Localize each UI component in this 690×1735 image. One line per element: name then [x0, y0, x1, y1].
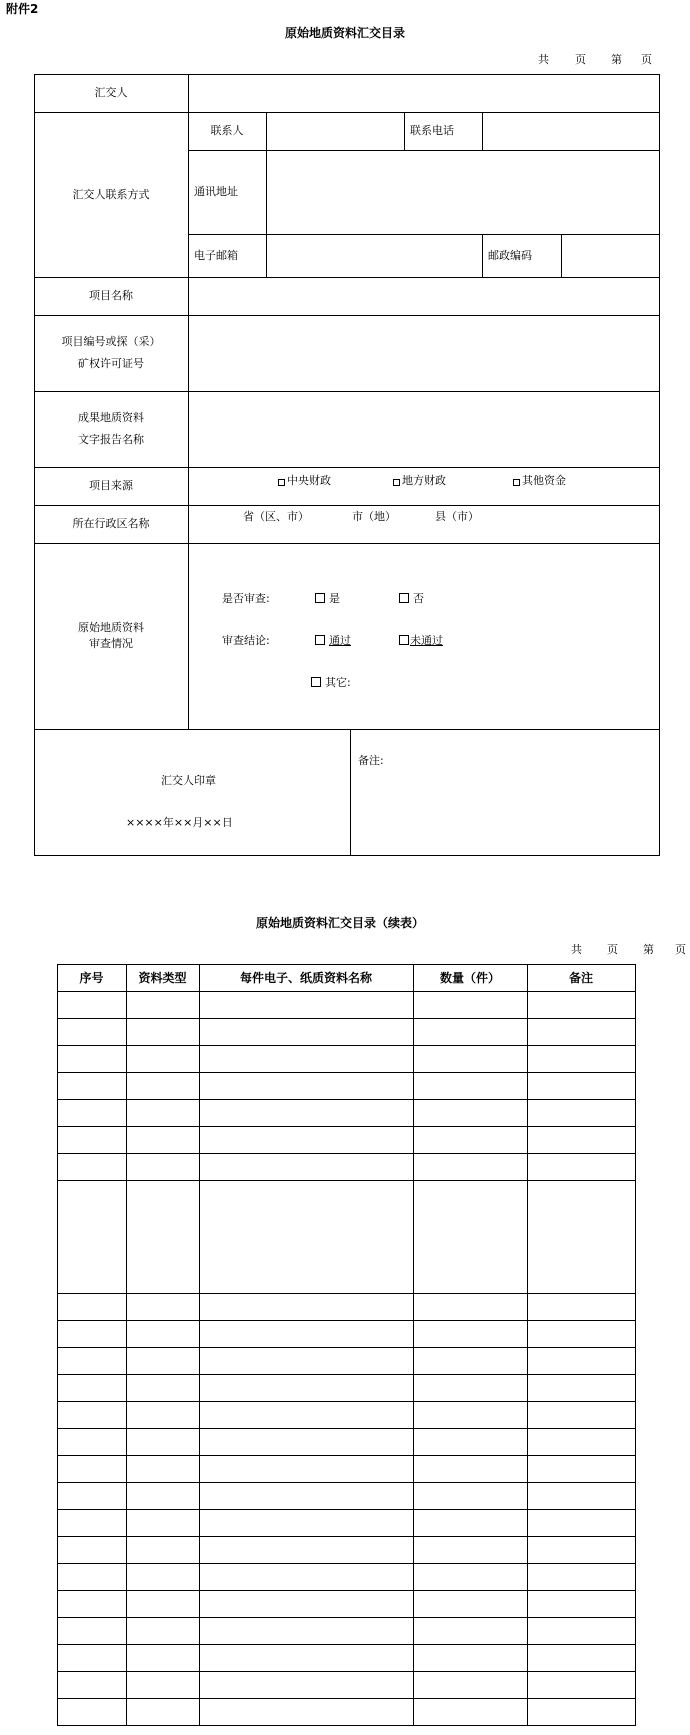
cell-quantity[interactable]	[415, 993, 527, 1018]
grid-line	[57, 1320, 636, 1321]
cell-remarks[interactable]	[529, 1155, 635, 1180]
source-option-other[interactable]: 其他资金	[513, 472, 566, 488]
email-field[interactable]	[267, 235, 482, 277]
cell-type[interactable]	[128, 1295, 199, 1320]
grid-line	[57, 1428, 636, 1429]
contact-person-label: 联系人	[210, 124, 244, 137]
cell-serial[interactable]	[59, 1673, 126, 1698]
column-header-type: 资料类型	[138, 970, 187, 985]
cell-name[interactable]	[201, 1182, 413, 1293]
cell-type[interactable]	[128, 1376, 199, 1401]
cell-type[interactable]	[128, 1538, 199, 1563]
cell-remarks[interactable]	[529, 1673, 635, 1698]
cell-name[interactable]	[201, 1074, 413, 1099]
review-status-label	[34, 543, 188, 729]
cell-serial[interactable]	[59, 1182, 126, 1293]
cell-name[interactable]	[201, 1430, 413, 1455]
grid-line	[57, 1180, 636, 1181]
form2-page-current-label: 第	[643, 943, 654, 956]
grid-line	[57, 1374, 636, 1375]
form2-page-unit-label: 页	[607, 943, 618, 956]
checkbox-icon	[315, 593, 325, 603]
cell-remarks[interactable]	[529, 993, 635, 1018]
grid-line	[635, 964, 636, 1725]
cell-name[interactable]	[201, 1646, 413, 1671]
cell-serial[interactable]	[59, 1619, 126, 1644]
report-name-field[interactable]	[189, 392, 659, 467]
cell-type[interactable]	[128, 1047, 199, 1072]
report-name-label-line2: 文字报告名称	[78, 433, 144, 446]
cell-type[interactable]	[128, 1403, 199, 1428]
cell-type[interactable]	[128, 1349, 199, 1374]
cell-name[interactable]	[201, 1700, 413, 1725]
cell-type[interactable]	[128, 1322, 199, 1347]
cell-quantity[interactable]	[415, 1128, 527, 1153]
cell-remarks[interactable]	[529, 1511, 635, 1536]
grid-line	[57, 1509, 636, 1510]
cell-type[interactable]	[128, 1182, 199, 1293]
cell-type[interactable]	[128, 1457, 199, 1482]
region-county[interactable]: 县（市）	[435, 510, 479, 523]
cell-quantity[interactable]	[415, 1101, 527, 1126]
cell-quantity[interactable]	[415, 1182, 527, 1293]
cell-name[interactable]	[201, 1511, 413, 1536]
cell-quantity[interactable]	[415, 1020, 527, 1045]
cell-quantity[interactable]	[415, 1047, 527, 1072]
cell-serial[interactable]	[59, 1538, 126, 1563]
cell-serial[interactable]	[59, 1295, 126, 1320]
cell-type[interactable]	[128, 1673, 199, 1698]
cell-remarks[interactable]	[529, 1101, 635, 1126]
cell-serial[interactable]	[59, 1376, 126, 1401]
grid-line	[57, 1644, 636, 1645]
project-name-field[interactable]	[189, 278, 659, 315]
cell-name[interactable]	[201, 1673, 413, 1698]
checkbox-icon	[315, 635, 325, 645]
cell-quantity[interactable]	[415, 1430, 527, 1455]
cell-remarks[interactable]	[529, 1074, 635, 1099]
grid-line	[57, 1455, 636, 1456]
cell-remarks[interactable]	[529, 1322, 635, 1347]
grid-line	[57, 1347, 636, 1348]
cell-remarks[interactable]	[529, 1295, 635, 1320]
cell-serial[interactable]	[59, 1155, 126, 1180]
cell-remarks[interactable]	[529, 1182, 635, 1293]
cell-type[interactable]	[128, 993, 199, 1018]
date-placeholder: ××××年××月××日	[126, 816, 233, 829]
cell-serial[interactable]	[59, 1457, 126, 1482]
cell-name[interactable]	[201, 1047, 413, 1072]
report-name-label	[34, 391, 188, 467]
address-field[interactable]	[267, 151, 659, 234]
grid-line	[57, 1617, 636, 1618]
cell-remarks[interactable]	[529, 1020, 635, 1045]
form2-page-total-label: 共	[571, 943, 582, 956]
report-name-label-line1: 成果地质资料	[78, 411, 144, 424]
cell-serial[interactable]	[59, 1646, 126, 1671]
cell-quantity[interactable]	[415, 1538, 527, 1563]
cell-type[interactable]	[128, 1101, 199, 1126]
form1-page-current-label: 第	[611, 53, 622, 66]
cell-name[interactable]	[201, 1322, 413, 1347]
grid-line	[57, 1698, 636, 1699]
cell-serial[interactable]	[59, 1511, 126, 1536]
cell-remarks[interactable]	[529, 1484, 635, 1509]
region-label: 所在行政区名称	[72, 517, 150, 530]
contact-phone-field[interactable]	[483, 113, 659, 150]
cell-quantity[interactable]	[415, 1592, 527, 1617]
cell-type[interactable]	[128, 1128, 199, 1153]
cell-quantity[interactable]	[415, 1322, 527, 1347]
cell-quantity[interactable]	[415, 1457, 527, 1482]
checkbox-icon	[278, 479, 285, 486]
cell-serial[interactable]	[59, 1700, 126, 1725]
contact-person-field[interactable]	[267, 113, 404, 150]
project-source-label: 项目来源	[89, 479, 133, 492]
grid-line	[57, 1099, 636, 1100]
form1-page-total-label: 共	[538, 53, 549, 66]
cell-name[interactable]	[201, 1155, 413, 1180]
form1-page-unit2-label: 页	[641, 53, 652, 66]
checkbox-icon	[393, 479, 400, 486]
cell-type[interactable]	[128, 1074, 199, 1099]
cell-name[interactable]	[201, 1619, 413, 1644]
project-number-label	[34, 315, 188, 391]
source-option-central[interactable]: 中央财政	[278, 472, 331, 488]
cell-remarks[interactable]	[529, 1619, 635, 1644]
project-number-label-line1: 项目编号或探（采）	[61, 335, 161, 348]
conclusion-pass-option[interactable]: 通过	[315, 632, 351, 648]
grid-line	[57, 1563, 636, 1564]
cell-type[interactable]	[128, 1020, 199, 1045]
cell-quantity[interactable]	[415, 1074, 527, 1099]
grid-line	[527, 964, 528, 1725]
cell-quantity[interactable]	[415, 1349, 527, 1374]
remarks-label: 备注:	[358, 754, 384, 767]
cell-serial[interactable]	[59, 1047, 126, 1072]
region-city[interactable]: 市（地）	[352, 510, 396, 523]
cell-serial[interactable]	[59, 1403, 126, 1428]
column-header-remarks: 备注	[568, 970, 593, 985]
checkbox-icon	[311, 677, 321, 687]
column-header-serial: 序号	[79, 970, 104, 985]
grid-line	[57, 1045, 636, 1046]
cell-remarks[interactable]	[529, 1403, 635, 1428]
cell-name[interactable]	[201, 1295, 413, 1320]
project-name-label: 项目名称	[89, 289, 133, 302]
postcode-field[interactable]	[562, 235, 659, 277]
cell-name[interactable]	[201, 1349, 413, 1374]
cell-quantity[interactable]	[415, 1565, 527, 1590]
remarks-field[interactable]	[351, 730, 659, 855]
grid-line	[57, 1536, 636, 1537]
column-header-quantity: 数量（件）	[439, 970, 500, 985]
cell-name[interactable]	[201, 1376, 413, 1401]
grid-line	[57, 991, 636, 992]
cell-name[interactable]	[201, 1403, 413, 1428]
grid-line	[57, 1671, 636, 1672]
cell-quantity[interactable]	[415, 1619, 527, 1644]
seal-label: 汇交人印章	[161, 774, 216, 787]
review-status-label-line1: 原始地质资料	[78, 621, 144, 634]
grid-line	[57, 964, 636, 965]
cell-quantity[interactable]	[415, 1511, 527, 1536]
seal-area[interactable]	[35, 730, 350, 855]
cell-serial[interactable]	[59, 1484, 126, 1509]
annex-label: 附件2	[6, 2, 39, 16]
grid-line	[57, 1153, 636, 1154]
grid-line	[57, 1293, 636, 1294]
cell-name[interactable]	[201, 1538, 413, 1563]
grid-line	[57, 1126, 636, 1127]
cell-name[interactable]	[201, 1592, 413, 1617]
checkbox-icon	[399, 593, 409, 603]
cell-serial[interactable]	[59, 1101, 126, 1126]
cell-quantity[interactable]	[415, 1295, 527, 1320]
cell-remarks[interactable]	[529, 1430, 635, 1455]
cell-serial[interactable]	[59, 1565, 126, 1590]
submitter-label: 汇交人	[94, 86, 128, 99]
review-status-label-line2: 审查情况	[89, 637, 133, 650]
cell-serial[interactable]	[59, 1074, 126, 1099]
cell-quantity[interactable]	[415, 1376, 527, 1401]
cell-remarks[interactable]	[529, 1128, 635, 1153]
cell-quantity[interactable]	[415, 1155, 527, 1180]
grid-line	[413, 964, 414, 1725]
cell-remarks[interactable]	[529, 1047, 635, 1072]
cell-remarks[interactable]	[529, 1376, 635, 1401]
cell-quantity[interactable]	[415, 1646, 527, 1671]
form2-title: 原始地质资料汇交目录（续表）	[256, 916, 425, 930]
grid-line	[57, 1725, 636, 1726]
grid-line	[57, 1401, 636, 1402]
cell-type[interactable]	[128, 1430, 199, 1455]
address-label: 通讯地址	[194, 185, 238, 198]
cell-type[interactable]	[128, 1646, 199, 1671]
project-number-field[interactable]	[189, 316, 659, 391]
cell-remarks[interactable]	[529, 1592, 635, 1617]
cell-name[interactable]	[201, 1128, 413, 1153]
grid-line	[126, 964, 127, 1725]
region-province[interactable]: 省（区、市）	[243, 510, 309, 523]
cell-quantity[interactable]	[415, 1403, 527, 1428]
grid-line	[57, 1018, 636, 1019]
contact-method-label: 汇交人联系方式	[72, 187, 150, 201]
column-header-name: 每件电子、纸质资料名称	[239, 970, 372, 985]
cell-remarks[interactable]	[529, 1565, 635, 1590]
cell-serial[interactable]	[59, 1128, 126, 1153]
cell-remarks[interactable]	[529, 1349, 635, 1374]
cell-type[interactable]	[128, 1619, 199, 1644]
cell-quantity[interactable]	[415, 1700, 527, 1725]
email-label: 电子邮箱	[194, 248, 238, 262]
reviewed-label: 是否审查:	[222, 592, 270, 605]
cell-name[interactable]	[201, 1101, 413, 1126]
postcode-label: 邮政编码	[488, 248, 532, 262]
cell-name[interactable]	[201, 1020, 413, 1045]
grid-line	[57, 1590, 636, 1591]
cell-type[interactable]	[128, 1565, 199, 1590]
cell-type[interactable]	[128, 1484, 199, 1509]
cell-serial[interactable]	[59, 1322, 126, 1347]
reviewed-yes-option[interactable]: 是	[315, 590, 340, 606]
grid-line	[199, 964, 200, 1725]
checkbox-icon	[513, 479, 520, 486]
cell-serial[interactable]	[59, 1020, 126, 1045]
reviewed-no-option[interactable]: 否	[399, 590, 424, 606]
source-option-local[interactable]: 地方财政	[393, 472, 446, 488]
project-number-label-line2: 矿权许可证号	[78, 357, 144, 370]
grid-line	[57, 1072, 636, 1073]
cell-serial[interactable]	[59, 993, 126, 1018]
cell-serial[interactable]	[59, 1430, 126, 1455]
conclusion-label: 审查结论:	[222, 634, 270, 647]
cell-quantity[interactable]	[415, 1484, 527, 1509]
checkbox-icon	[399, 635, 409, 645]
cell-remarks[interactable]	[529, 1538, 635, 1563]
cell-name[interactable]	[201, 1484, 413, 1509]
cell-serial[interactable]	[59, 1349, 126, 1374]
conclusion-fail-option[interactable]: 未通过	[399, 632, 443, 648]
cell-quantity[interactable]	[415, 1673, 527, 1698]
contact-phone-label: 联系电话	[410, 124, 454, 137]
cell-type[interactable]	[128, 1155, 199, 1180]
other-option[interactable]: 其它:	[311, 674, 351, 690]
cell-name[interactable]	[201, 1565, 413, 1590]
cell-serial[interactable]	[59, 1592, 126, 1617]
cell-name[interactable]	[201, 1457, 413, 1482]
form1-page-unit-label: 页	[575, 53, 586, 66]
form1-title: 原始地质资料汇交目录	[285, 26, 406, 40]
grid-line	[57, 1482, 636, 1483]
cell-remarks[interactable]	[529, 1457, 635, 1482]
cell-remarks[interactable]	[529, 1700, 635, 1725]
cell-remarks[interactable]	[529, 1646, 635, 1671]
cell-type[interactable]	[128, 1511, 199, 1536]
form2-page-unit2-label: 页	[675, 943, 686, 956]
cell-name[interactable]	[201, 993, 413, 1018]
cell-type[interactable]	[128, 1592, 199, 1617]
cell-type[interactable]	[128, 1700, 199, 1725]
grid-line	[57, 964, 58, 1725]
submitter-field[interactable]	[189, 75, 659, 112]
